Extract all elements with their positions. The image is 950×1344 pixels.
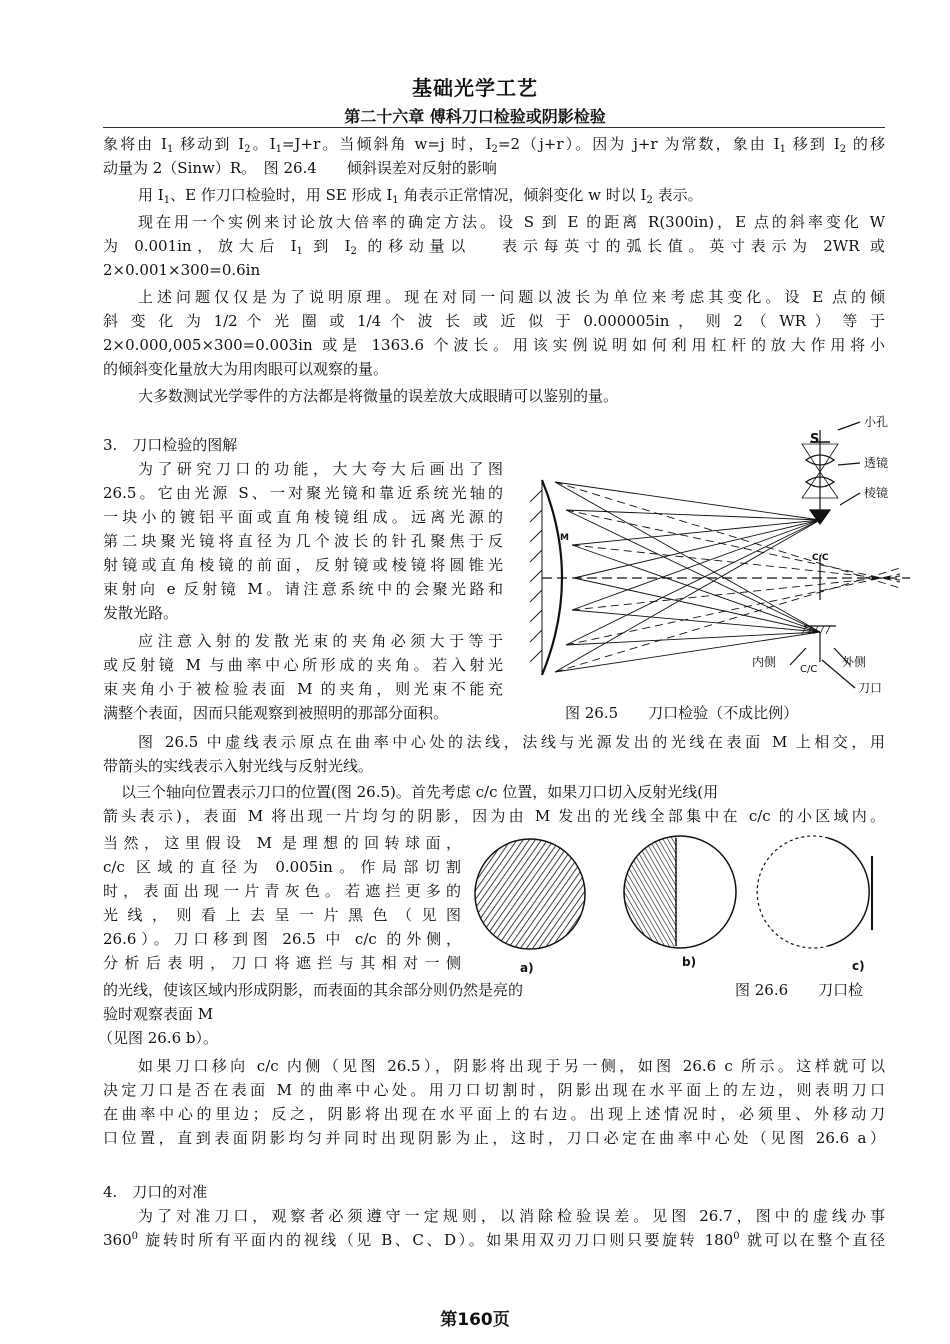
body-line: 以三个轴向位置表示刀口的位置(图 26.5)。首先考虑 c/c 位置，如果刀口切入反射光线(用 — [121, 783, 719, 801]
figure-caption: 验时观察表面 M — [103, 1005, 214, 1023]
body-line: c/c 区域的直径为 0.005in。作局部切割 — [103, 858, 461, 876]
page-number: 第160页 — [440, 1310, 510, 1330]
body-line: 束夹角小于被检验表面 M 的夹角，则光束不能充 — [103, 680, 503, 698]
body-line: 的光线，使该区域内形成阴影，而表面的其余部分则仍然是亮的 — [103, 981, 524, 999]
body-line: 象将由 $I_1$ 移动到 $I_2$。$I_1=J+r$。当倾斜角 w=j 时，$I_2=2(j+r)$。因为 j+r 为常数，象由 $I_1$ 移到 $I_2$ 的移 — [103, 135, 885, 155]
label-outside: 外侧 — [842, 655, 867, 669]
header-rule — [103, 127, 885, 128]
body-line: 斜 变 化 为 1/2 个 光 圈 或 1/4 个 波 长 或 近 似 于 0.000005in ， 则 2 （ WR ） 等 于 — [103, 312, 885, 330]
body-line: 决定刀口是否在表面 M 的曲率中心处。用刀口切割时，阴影出现在水平面上的左边，则表明刀口 — [103, 1081, 885, 1099]
body-line: 应注意入射的发散光束的夹角必须大于等于 — [138, 632, 503, 650]
body-line: 上述问题仅仅是为了说明原理。现在对同一问题以波长为单位来考虑其变化。设 E 点的倾 — [138, 288, 885, 306]
label-c: c) — [852, 959, 865, 973]
body-line: 图 26.5 中虚线表示原点在曲率中心处的法线，法线与光源发出的光线在表面 M 上相交，用 — [138, 733, 885, 751]
book-title: 基础光学工艺 — [412, 76, 538, 100]
body-line: 的倾斜变化量放大为用肉眼可以观察的量。 — [103, 360, 389, 378]
body-line: 26.6）。刀口移到图 26.5 中 c/c 的外侧， — [103, 930, 461, 948]
body-line: 光线，则看上去呈一片黑色（见图 — [103, 906, 461, 924]
section-heading: 3. 刀口检验的图解 — [103, 436, 238, 454]
body-line: $360^0$ 旋转时所有平面内的视线（见 B、C、D）。如果用双刃刀口则只要旋转 $180^0$ 就可以在整个直径 — [103, 1231, 885, 1249]
figure-26-6 — [468, 822, 888, 977]
body-line: 第二块聚光镜将直径为几个波长的针孔聚焦于反 — [103, 532, 503, 550]
body-line: 为了研究刀口的功能，大大夸大后画出了图 — [138, 460, 503, 478]
shadow-pattern-b — [624, 832, 676, 952]
body-line: 带箭头的实线表示入射光线与反射光线。 — [103, 757, 374, 775]
body-line: 为 0.001in，放大后 $I_1$ 到 $I_2$ 的移动量以 表示每英寸的弧长值。英寸表示为 2WR 或 — [103, 237, 885, 257]
label-source: S — [810, 432, 820, 447]
body-line: 箭头表示)，表面 M 将出现一片均匀的阴影，因为由 M 发出的光线全部集中在 c/c 的小区域内。 — [103, 807, 885, 825]
body-line: 现在用一个实例来讨论放大倍率的确定方法。设 S 到 E 的距离 R(300in)，E 点的斜率变化 W — [138, 213, 885, 231]
label-cc: C/C — [812, 553, 829, 563]
body-line: 26.5。它由光源 S、一对聚光镜和靠近系统光轴的 — [103, 484, 503, 502]
body-line: 为了对准刀口，观察者必须遵守一定规则，以消除检验误差。见图 26.7，图中的虚线办事 — [138, 1207, 885, 1225]
body-line: 一块小的镀铝平面或直角棱镜组成。远离光源的 — [103, 508, 503, 526]
body-line: 口位置，直到表面阴影均匀并同时出现阴影为止，这时，刀口必定在曲率中心处（见图 26.6 a） — [103, 1129, 885, 1147]
shadow-pattern-a — [475, 839, 585, 949]
body-line: 分析后表明，刀口将遮拦与其相对一侧 — [103, 954, 461, 972]
label-lens: 透镜 — [864, 456, 889, 470]
body-line: 满整个表面，因而只能观察到被照明的那部分面积。 — [103, 704, 449, 722]
section-heading: 4. 刀口的对准 — [103, 1183, 208, 1201]
body-line: 用 $I_1$、E 作刀口检验时，用 SE 形成 $I_1$ 角表示正常情况，倾斜变化 w 时以 $I_2$ 表示。 — [138, 186, 703, 206]
body-line: 束射向 e 反射镜 M。请注意系统中的会聚光路和 — [103, 580, 503, 598]
body-line: 2×0.001×300=0.6in — [103, 261, 261, 279]
figure-caption: 图 26.6 刀口检 — [735, 981, 864, 999]
label-mirror: M — [560, 533, 569, 543]
label-b: b) — [682, 955, 697, 969]
body-line: 在曲率中心的里边；反之，阴影将出现在水平面上的右边。出现上述情况时，必须里、外移动刀 — [103, 1105, 885, 1123]
body-line: （见图 26.6 b）。 — [98, 1029, 219, 1047]
body-line: 射镜或直角棱镜的前面，反射镜或棱镜将圆锥光 — [103, 556, 503, 574]
label-prism: 棱镜 — [864, 486, 889, 500]
label-inside: 内侧 — [752, 655, 777, 669]
body-line: 大多数测试光学零件的方法都是将微量的误差放大成眼睛可以鉴别的量。 — [138, 387, 619, 405]
chapter-title: 第二十六章 傅科刀口检验或阴影检验 — [344, 107, 606, 126]
label-knife-cc: C/C — [800, 664, 818, 675]
body-line: 动量为 2（Sinw）R。 图 26.4 倾斜误差对反射的影响 — [103, 159, 497, 177]
body-line: 发散光路。 — [103, 604, 179, 622]
body-line: 或反射镜 M 与曲率中心所形成的夹角。若入射光 — [103, 656, 503, 674]
figure-caption: 图 26.5 刀口检验（不成比例） — [565, 704, 799, 722]
label-knife: 刀口 — [858, 681, 883, 695]
body-line: 如果刀口移向 c/c 内侧（见图 26.5），阴影将出现于另一侧，如图 26.6 c 所示。这样就可以 — [138, 1057, 885, 1075]
figure-26-5 — [520, 410, 920, 705]
body-line: 当然，这里假设 M 是理想的回转球面， — [103, 834, 461, 852]
body-line: 时，表面出现一片青灰色。若遮拦更多的 — [103, 882, 461, 900]
body-line: 2×0.000,005×300=0.003in 或是 1363.6 个波长。用该实例说明如何利用杠杆的放大作用将小 — [103, 336, 885, 354]
label-pinhole: 小孔 — [864, 415, 889, 429]
label-a: a) — [520, 961, 534, 975]
